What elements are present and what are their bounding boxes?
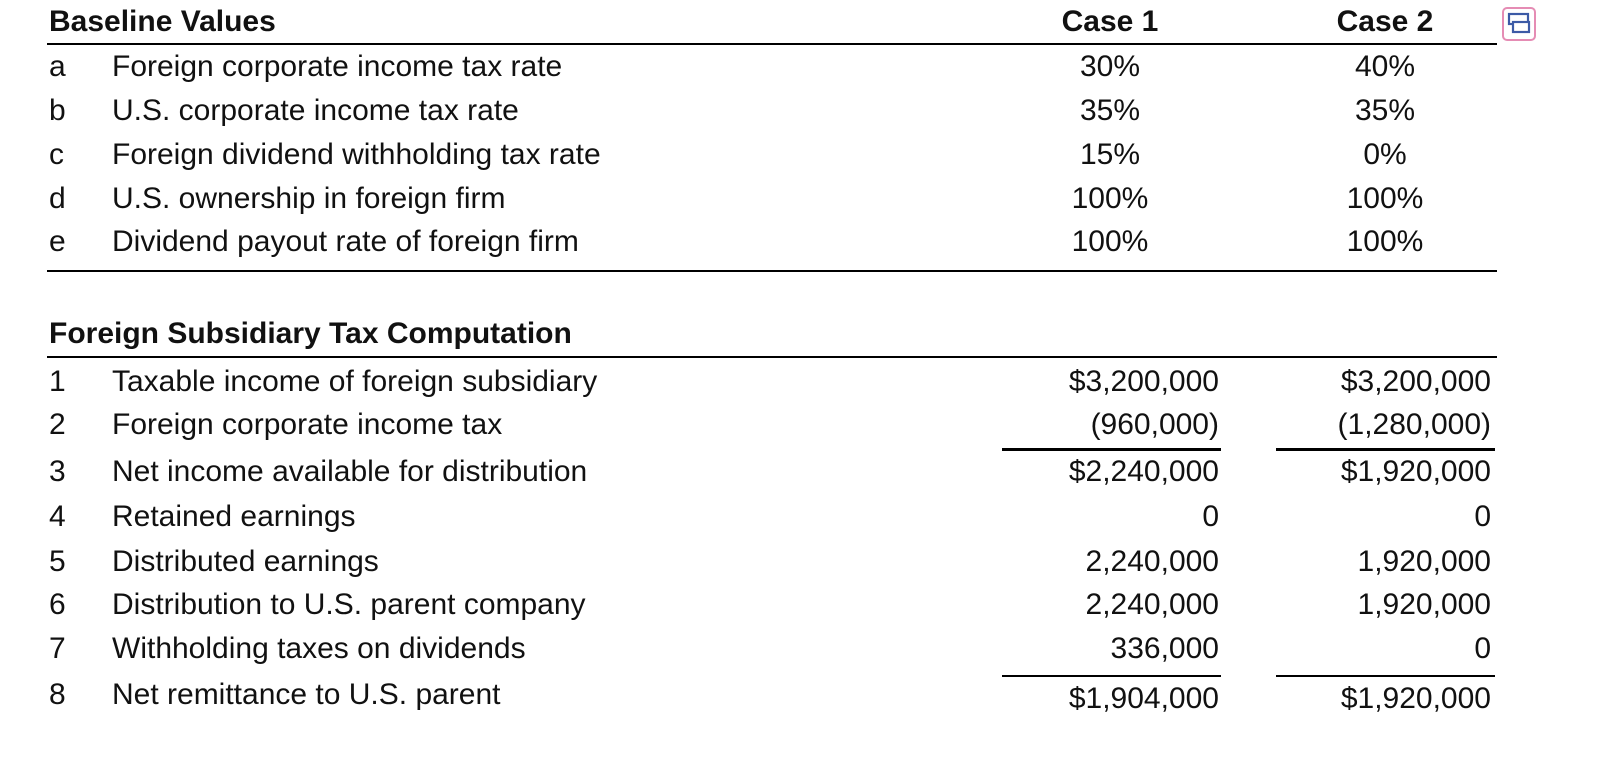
computation-row-label: 6 bbox=[49, 588, 66, 621]
baseline-bottom-rule bbox=[47, 270, 1497, 272]
baseline-row-case2: 100% bbox=[1346, 182, 1424, 215]
computation-row-case2: 1,920,000 bbox=[1357, 545, 1491, 578]
baseline-row-case2: 40% bbox=[1354, 50, 1416, 83]
computation-row-label: 5 bbox=[49, 545, 66, 578]
baseline-row-text: Foreign corporate income tax rate bbox=[112, 50, 563, 83]
computation-row-label: 2 bbox=[49, 408, 66, 441]
computation-row-text: Net remittance to U.S. parent bbox=[112, 678, 501, 711]
computation-row-text: Foreign corporate income tax bbox=[112, 408, 503, 441]
computation-row-case2: $3,200,000 bbox=[1340, 365, 1491, 398]
computation-row-case2: (1,280,000) bbox=[1337, 408, 1491, 441]
baseline-row-label: d bbox=[49, 182, 66, 215]
computation-row-text: Distribution to U.S. parent company bbox=[112, 588, 586, 621]
case2-subtotal-rule bbox=[1276, 448, 1495, 451]
computation-row-text: Withholding taxes on dividends bbox=[112, 632, 526, 665]
computation-row-case2: $1,920,000 bbox=[1340, 455, 1491, 488]
case1-subtotal-rule bbox=[1002, 448, 1221, 451]
open-in-new-window-icon[interactable] bbox=[1502, 7, 1536, 41]
computation-row-text: Net income available for distribution bbox=[112, 455, 588, 488]
computation-row-text: Taxable income of foreign subsidiary bbox=[112, 365, 598, 398]
baseline-row-text: U.S. corporate income tax rate bbox=[112, 94, 519, 127]
computation-row-label: 1 bbox=[49, 365, 66, 398]
computation-row-text: Distributed earnings bbox=[112, 545, 379, 578]
computation-row-case1: 0 bbox=[1202, 500, 1219, 533]
computation-row-case2: 0 bbox=[1474, 500, 1491, 533]
baseline-row-text: Foreign dividend withholding tax rate bbox=[112, 138, 601, 171]
baseline-row-case1: 100% bbox=[1071, 225, 1149, 258]
computation-row-case1: (960,000) bbox=[1090, 408, 1219, 441]
computation-row-case1: 336,000 bbox=[1110, 632, 1219, 665]
computation-title: Foreign Subsidiary Tax Computation bbox=[49, 317, 572, 350]
computation-row-text: Retained earnings bbox=[112, 500, 356, 533]
computation-row-case1: $2,240,000 bbox=[1068, 455, 1219, 488]
baseline-row-case2: 100% bbox=[1346, 225, 1424, 258]
case1-header: Case 1 bbox=[1061, 5, 1159, 38]
computation-row-case2: $1,920,000 bbox=[1340, 682, 1491, 715]
baseline-row-label: c bbox=[49, 138, 64, 171]
computation-row-case2: 0 bbox=[1474, 632, 1491, 665]
computation-row-case1: 2,240,000 bbox=[1085, 545, 1219, 578]
case1-total-rule bbox=[1002, 675, 1221, 677]
computation-header-rule bbox=[47, 356, 1497, 358]
baseline-title: Baseline Values bbox=[49, 5, 276, 38]
baseline-row-case2: 35% bbox=[1354, 94, 1416, 127]
computation-row-case1: $1,904,000 bbox=[1068, 682, 1219, 715]
computation-row-case1: $3,200,000 bbox=[1068, 365, 1219, 398]
baseline-row-text: Dividend payout rate of foreign firm bbox=[112, 225, 579, 258]
baseline-row-label: a bbox=[49, 50, 66, 83]
baseline-row-case1: 100% bbox=[1071, 182, 1149, 215]
computation-row-label: 7 bbox=[49, 632, 66, 665]
computation-row-label: 8 bbox=[49, 678, 66, 711]
baseline-row-label: e bbox=[49, 225, 66, 258]
baseline-row-case1: 15% bbox=[1079, 138, 1141, 171]
baseline-row-label: b bbox=[49, 94, 66, 127]
case2-header: Case 2 bbox=[1336, 5, 1434, 38]
computation-row-case1: 2,240,000 bbox=[1085, 588, 1219, 621]
computation-row-label: 4 bbox=[49, 500, 66, 533]
baseline-header-rule bbox=[47, 43, 1497, 45]
baseline-row-text: U.S. ownership in foreign firm bbox=[112, 182, 506, 215]
baseline-row-case2: 0% bbox=[1363, 138, 1407, 171]
baseline-row-case1: 30% bbox=[1079, 50, 1141, 83]
baseline-row-case1: 35% bbox=[1079, 94, 1141, 127]
computation-row-label: 3 bbox=[49, 455, 66, 488]
computation-row-case2: 1,920,000 bbox=[1357, 588, 1491, 621]
case2-total-rule bbox=[1276, 675, 1495, 677]
